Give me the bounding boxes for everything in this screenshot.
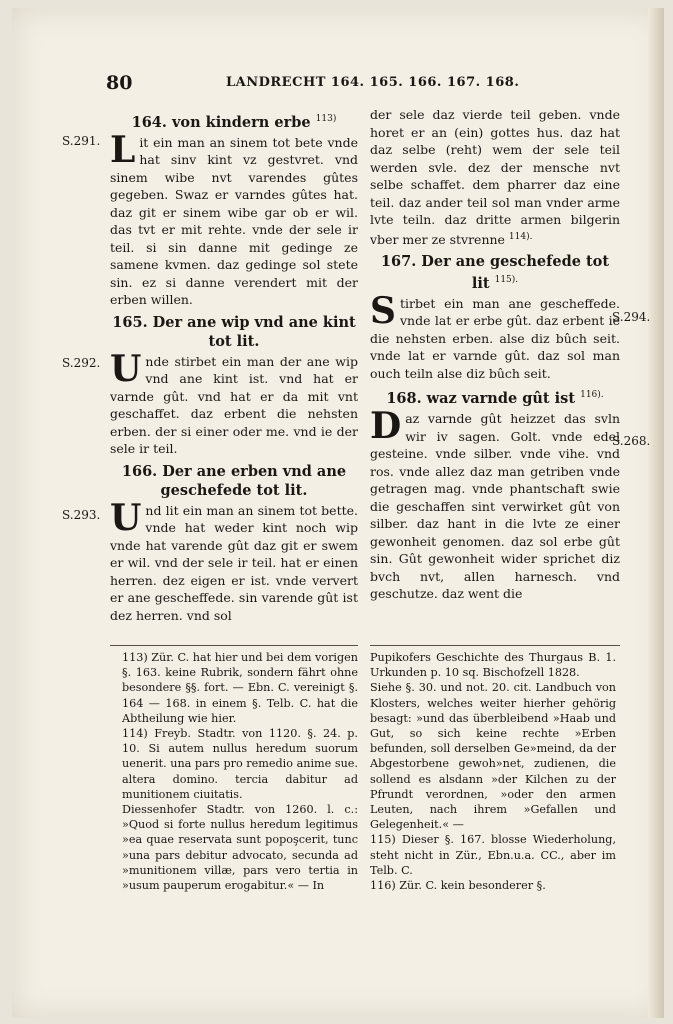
footnote: 115) Dieser §. 167. blosse Wiederholung, steht nicht in Zür., Ebn.u.a. CC., aber im Telb. C. (370, 833, 616, 877)
section-165-text: Unde stirbet ein man der ane wip vnd ane kint ist. vnd hat er varnde gût. vnd hat er da mit vnt geschaffet. daz erbent die nehsten erben. der si einer oder me. vnd ie der sele ir teil. (110, 347, 358, 457)
book-page (12, 8, 664, 1018)
footnote: Siehe §. 30. und not. 20. cit. Landbuch von Klosters, welches weiter hierher gehörig besagt: »und das überbleibend »Haab und Gut, so sich keine rechte »Erben befunden, soll derselben Ge»meind, da der Abgestorbene gewoh»net, zudienen, die sollend es alsdann »der Kilchen zu der Pfrundt verordnen, »oder den armen Leuten, nach ihrem »Gefallen und Gelegenheit.« — (370, 681, 616, 832)
margin-ref-291: S.291. (62, 134, 101, 148)
dropcap: D (370, 405, 402, 448)
margin-ref-294: S.294. (612, 310, 651, 324)
footnotes-right (370, 650, 616, 893)
footnote: 116) Zür. C. kein besonderer §. (370, 879, 546, 893)
dropcap: L (110, 128, 136, 171)
footnote: 114) Freyb. Stadtr. von 1120. §. 24. p. 10. Si autem nullus heredum suorum uenerit. una pars pro remedio anime sue. altera domino. tercia dabitur ad munitionem ciuitatis. (122, 727, 358, 801)
dropcap: S (370, 289, 396, 332)
section-166-text: Und lit ein man an sinem tot bette. vnde hat weder kint noch wip vnde hat varende gût daz git er swem er wil. vnd der sele ir teil. hat er einen herren. dez eigen er ist. vnde ververt er ane gescheffede. sin varende gût ist dez herren. vnd sol (110, 496, 358, 623)
section-168-heading: 168. waz varnde gût ist $^{116).}$ (386, 390, 604, 408)
footnote-rule-left (110, 645, 358, 646)
section-167-text: Stirbet ein man ane gescheffede. vnde lat er erbe gût. daz erbent ie die nehsten erben. alse diz bûch seit. vnde lat er varnde gût. daz sol man ouch teiln alse diz bûch seit. (370, 289, 620, 381)
margin-ref-292: S.292. (62, 356, 101, 370)
footnote: Pupikofers Geschichte des Thurgaus B. 1. Urkunden p. 10 sq. Bischofzell 1828. (370, 651, 616, 680)
dropcap: U (110, 347, 142, 390)
page-number: 80 (106, 72, 133, 94)
section-164-text: Lit ein man an sinem tot bete vnde hat sinv kint vz gestvret. vnd sinem wibe nvt varendes gûtes gegeben. Swaz er varndes gûtes hat. daz git er sinem wibe gar ob er wil. das tvt er mit rehte. vnde der sele ir teil. si sin danne mit gedinge ze samene kvmen. daz gedinge sol stete sin. ez si danne verendert mit der erben willen. (110, 128, 358, 308)
left-column (110, 106, 358, 624)
footnote-rule-right (370, 645, 620, 646)
dropcap: U (110, 496, 142, 539)
right-column (370, 106, 620, 603)
running-header (12, 72, 664, 96)
footnotes-left (122, 650, 358, 893)
page-edge (648, 8, 664, 1018)
running-title: LANDRECHT 164. 165. 166. 167. 168. (226, 75, 520, 90)
margin-ref-293: S.293. (62, 508, 101, 522)
section-167-heading: 167. Der ane geschefede tot lit $^{115).}$ (380, 253, 610, 292)
footnote: 113) Zür. C. hat hier und bei dem vorigen §. 163. keine Rubrik, sondern fährt ohne besondere §§. fort. — Ebn. C. vereinigt §. 164 — 168. in einem §. Telb. C. hat die Abtheilung wie hier. (122, 651, 358, 725)
section-166-heading: 166. Der ane erben vnd ane geschefede tot lit. (121, 462, 347, 499)
margin-ref-268: S.268. (612, 434, 651, 448)
section-164-heading: 164. von kindern erbe $^{113)}$ (131, 113, 337, 131)
footnote: Diessenhofer Stadtr. von 1260. l. c.: »Quod si forte nullus heredum legitimus »ea quae reservata sunt popoşcerit, tunc »una pars debitur advocato, secunda ad »munitionem villæ, pars vero tertia in »usum pauperum erogabitur.« — In (122, 803, 358, 893)
section-165-heading: 165. Der ane wip vnd ane kint tot lit. (112, 313, 356, 350)
section-168-text: Daz varnde gût heizzet das svln wir iv sagen. Golt. vnde edel gesteine. vnde silber. vnde vihe. vnd ros. vnde allez daz man getriben vnde getragen mag. vnde phantschaft swie die geschaffen sint verwirket gût von silber. daz hant in die lvte ze einer gewonheit genomen. daz sol erbe gût sin. Gût gewonheit wider sprichet diz bvch nvt, allen harnesch. vnd geschutze. daz went die (370, 405, 620, 602)
section-166-continuation: der sele daz vierde teil geben. vnde horet er an (ein) gottes hus. daz hat daz selbe (reht) wem der sele teil werden svle. dez der mensche nvt selbe schaffet. dem pharrer daz eine teil. daz ander teil sol man vnder arme lvte teiln. daz dritte armen bilgerin vber mer ze stvrenne $^{114).}$ (370, 107, 620, 247)
